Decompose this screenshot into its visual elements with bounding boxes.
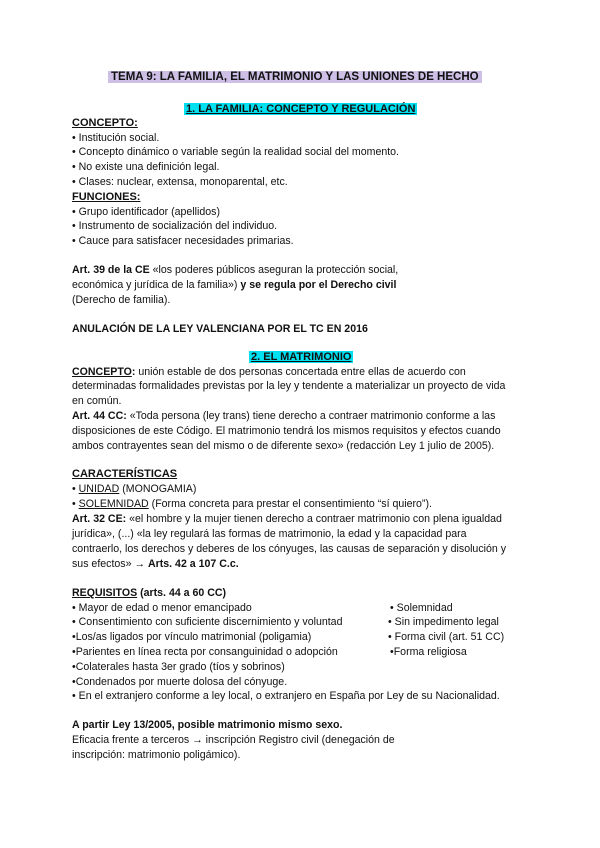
- list-item: • Institución social.: [72, 132, 160, 144]
- concepto-heading: CONCEPTO:: [72, 117, 138, 129]
- art32-line-2: jurídica», (...) «la ley regulará las formas de matrimonio, la edad y la capacidad para: [72, 528, 467, 540]
- list-item: •Colaterales hasta 3er grado (tíos y sobrinos): [72, 661, 285, 673]
- list-item: • Concepto dinámico o variable según la realidad social del momento.: [72, 146, 400, 158]
- requisitos-articles: (arts. 44 a 60 CC): [137, 587, 227, 599]
- art32-articles: Arts. 42 a 107 C.c.: [147, 558, 239, 570]
- bullet: •: [72, 498, 79, 510]
- list-item: • En el extranjero conforme a ley local, o extranjero en España por Ley de su Nacionalidad.: [72, 690, 500, 702]
- list-item: •Forma religiosa: [390, 646, 467, 658]
- ley13-note: A partir Ley 13/2005, posible matrimonio mismo sexo.: [72, 719, 343, 731]
- list-item: • Instrumento de socialización del individuo.: [72, 220, 278, 232]
- list-item: • Forma civil (art. 51 CC): [388, 631, 505, 643]
- art44-ref: Art. 44 CC:: [72, 410, 127, 422]
- list-item: • No existe una definición legal.: [72, 161, 220, 173]
- eficacia-line-2: inscripción: matrimonio poligámico).: [72, 749, 241, 761]
- solemnidad-text: (Forma concreta para prestar el consentimiento “sí quiero”).: [148, 498, 432, 510]
- art44-line-3: ambos contrayentes sean del mismo o de diferente sexo» (redacción Ley 1 julio de 2005).: [72, 440, 495, 452]
- list-item: • Clases: nuclear, extensa, monoparental, etc.: [72, 176, 288, 188]
- art44-line-2: disposiciones de este Código. El matrimonio tendrá los mismos requisitos y efectos cuando: [72, 425, 501, 437]
- art39-text: «los poderes públicos aseguran la protección social,: [149, 264, 399, 276]
- funciones-heading: FUNCIONES:: [72, 191, 141, 203]
- art39-regulation: y se regula por el Derecho civil: [237, 279, 397, 291]
- anulacion-heading: ANULACIÓN DE LA LEY VALENCIANA POR EL TC EN 2016: [72, 323, 368, 335]
- unidad-text: (MONOGAMIA): [119, 483, 197, 495]
- requisitos-heading: [72, 587, 226, 599]
- list-item: •Los/as ligados por vínculo matrimonial (poligamia): [72, 631, 312, 643]
- art32-ref: Art. 32 CE:: [72, 513, 127, 525]
- concepto-colon: :: [131, 366, 136, 378]
- eficacia-line-1: Eficacia frente a terceros → inscripción Registro civil (denegación de: [72, 734, 395, 746]
- list-item: • Solemnidad: [390, 602, 453, 614]
- art39-line-3: (Derecho de familia).: [72, 294, 171, 306]
- matrimonio-concepto-line-1: [72, 366, 466, 378]
- section-2-heading: 2. EL MATRIMONIO: [251, 351, 352, 363]
- matrimonio-concepto-line-3: en común.: [72, 395, 122, 407]
- art44-line-1: [72, 410, 495, 422]
- art32-line-3: contraerlo, los derechos y deberes de los cónyuges, las causas de separación y disolución y: [72, 543, 507, 555]
- caracteristicas-heading: CARACTERÍSTICAS: [72, 468, 178, 480]
- concepto-label: CONCEPTO: [72, 366, 132, 378]
- concepto-text: unión estable de dos personas concertada entre ellas de acuerdo con: [135, 366, 466, 378]
- list-item: • Mayor de edad o menor emancipado: [72, 602, 252, 614]
- art39-ref: Art. 39 de la CE: [72, 264, 150, 276]
- art32-text: «el hombre y la mujer tienen derecho a contraer matrimonio con plena igualdad: [126, 513, 502, 525]
- list-item: •Parientes en línea recta por consanguinidad o adopción: [72, 646, 338, 658]
- requisitos-label: REQUISITOS: [72, 587, 138, 599]
- list-item: [72, 498, 432, 510]
- list-item: • Sin impedimento legal: [388, 616, 499, 628]
- solemnidad-label: SOLEMNIDAD: [78, 498, 149, 510]
- list-item: [72, 483, 196, 495]
- list-item: • Consentimiento con suficiente discernimiento y voluntad: [72, 616, 343, 628]
- art32-line-1: [72, 513, 502, 525]
- list-item: • Grupo identificador (apellidos): [72, 206, 220, 218]
- matrimonio-concepto-line-2: determinadas formalidades previstas por la ley y tendente a materializar un proyecto de vida: [72, 380, 506, 392]
- art39-line-1: [72, 264, 398, 276]
- art32-text: sus efectos» →: [72, 558, 148, 570]
- art44-text: «Toda persona (ley trans) tiene derecho a contraer matrimonio conforme a las: [126, 410, 496, 422]
- section-1-heading: 1. LA FAMILIA: CONCEPTO Y REGULACIÓN: [186, 103, 416, 115]
- page-title: TEMA 9: LA FAMILIA, EL MATRIMONIO Y LAS UNIONES DE HECHO: [108, 71, 482, 83]
- list-item: • Cauce para satisfacer necesidades primarias.: [72, 235, 294, 247]
- unidad-label: UNIDAD: [78, 483, 120, 495]
- art32-line-4: [72, 558, 239, 570]
- bullet: •: [72, 483, 79, 495]
- art39-text: económica y jurídica de la familia»): [72, 279, 238, 291]
- list-item: •Condenados por muerte dolosa del cónyuge.: [72, 676, 288, 688]
- art39-line-2: [72, 279, 396, 291]
